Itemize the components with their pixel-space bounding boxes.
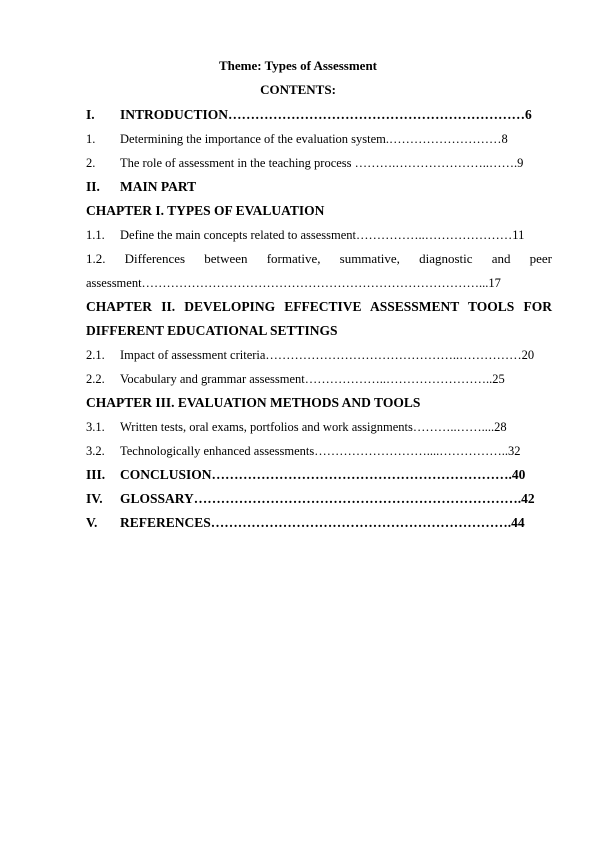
toc-number: 1.1. bbox=[86, 228, 105, 242]
toc-chapter-2-line1: CHAPTER II. DEVELOPING EFFECTIVE ASSESSMENT TOOLS FOR bbox=[86, 299, 552, 314]
toc-text: DIFFERENT EDUCATIONAL SETTINGS bbox=[86, 323, 338, 338]
toc-entry-introduction bbox=[86, 107, 552, 123]
toc-number: IV. bbox=[86, 491, 103, 506]
toc-number: 2.1. bbox=[86, 348, 105, 362]
toc-number: 3.1. bbox=[86, 420, 105, 434]
toc-entry-main-part bbox=[86, 179, 552, 195]
toc-number: II. bbox=[86, 179, 100, 194]
toc-text: Vocabulary and grammar assessment………………..……………………..25 bbox=[120, 372, 505, 386]
toc-entry-2-2 bbox=[86, 371, 552, 387]
toc-text: Define the main concepts related to assessment……………..…………………11 bbox=[120, 228, 525, 242]
toc-entry-glossary bbox=[86, 491, 552, 507]
toc-entry-1-2-line1: 1.2. Differences between formative, summative, diagnostic and peer bbox=[86, 251, 552, 266]
toc-text: Determining the importance of the evaluation system.………………………8 bbox=[120, 132, 508, 146]
toc-number: 2.2. bbox=[86, 372, 105, 386]
toc-text: CONCLUSION………………………………………………………….40 bbox=[120, 467, 526, 482]
toc-number: 3.2. bbox=[86, 444, 105, 458]
toc-text: Written tests, oral exams, portfolios and work assignments………..……....28 bbox=[120, 420, 507, 434]
toc-text: The role of assessment in the teaching process ……….…………………..…….9 bbox=[120, 156, 524, 170]
toc-text: assessment………………………………………………………………………...17 bbox=[86, 276, 501, 290]
toc-entry-conclusion bbox=[86, 467, 552, 483]
toc-number: III. bbox=[86, 467, 106, 482]
toc-number: I. bbox=[86, 107, 95, 122]
toc-text: GLOSSARY……………………………………………………………….42 bbox=[120, 491, 535, 506]
toc-text: REFERENCES………………………………………………………….44 bbox=[120, 515, 525, 530]
toc-entry-3-2 bbox=[86, 443, 552, 459]
toc-text: Technologically enhanced assessments………………………....……………..32 bbox=[120, 444, 521, 458]
toc-entry-1 bbox=[86, 131, 552, 147]
theme-title: Theme: Types of Assessment bbox=[218, 58, 378, 73]
toc-entry-2 bbox=[86, 155, 552, 171]
contents-heading: CONTENTS: bbox=[260, 82, 336, 97]
toc-entry-2-1 bbox=[86, 347, 552, 363]
toc-text: CHAPTER I. TYPES OF EVALUATION bbox=[86, 203, 325, 218]
toc-entry-1-1 bbox=[86, 227, 552, 243]
toc-text: MAIN PART bbox=[120, 179, 197, 194]
toc-chapter-2-line2 bbox=[86, 323, 552, 339]
toc-entry-1-2-line2 bbox=[86, 275, 552, 291]
toc-entry-references bbox=[86, 515, 552, 531]
toc-text: Impact of assessment criteria………………………………………..……………20 bbox=[120, 348, 535, 362]
toc-chapter-3 bbox=[86, 395, 552, 411]
toc-text: CHAPTER III. EVALUATION METHODS AND TOOLS bbox=[86, 395, 421, 410]
toc-entry-3-1 bbox=[86, 419, 552, 435]
toc-number: V. bbox=[86, 515, 98, 530]
toc-number: 2. bbox=[86, 156, 96, 170]
toc-text: INTRODUCTION…………………………………………………………6 bbox=[120, 107, 532, 122]
toc-chapter-1 bbox=[86, 203, 552, 219]
toc-number: 1. bbox=[86, 132, 96, 146]
